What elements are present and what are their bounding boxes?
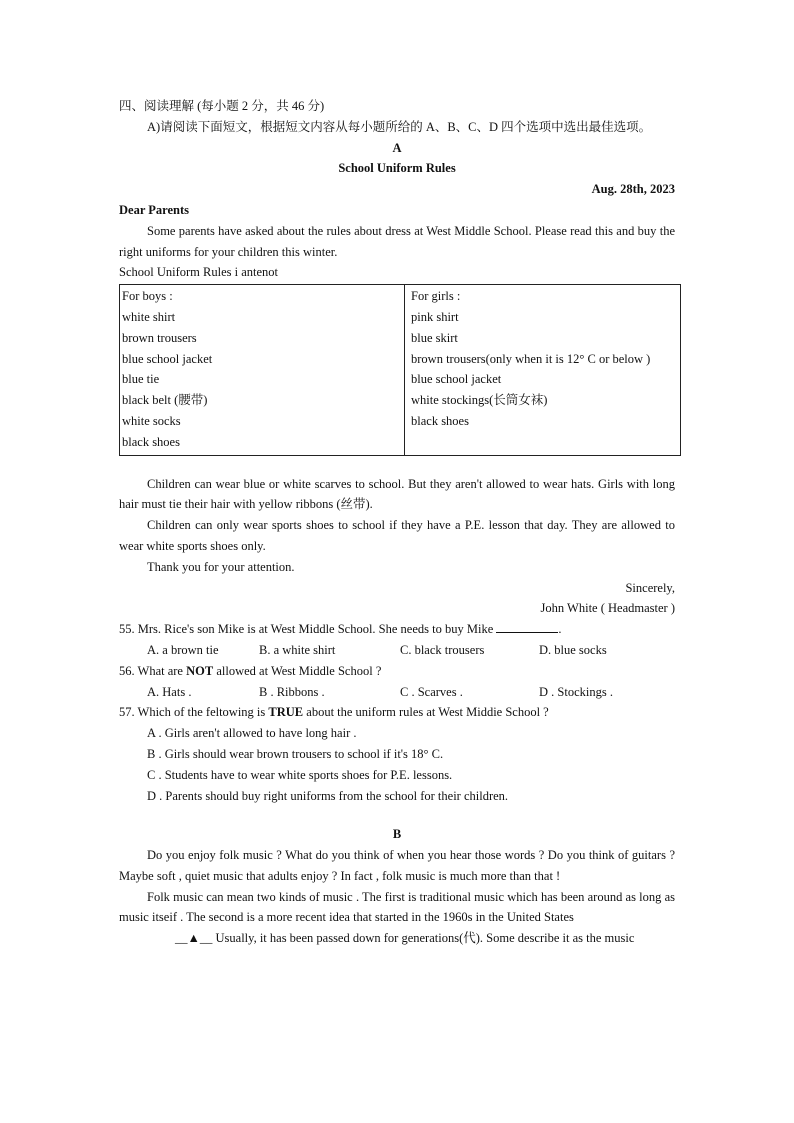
- option-b[interactable]: B . Girls should wear brown trousers to school if it's 18° C.: [147, 746, 444, 761]
- boys-column: [120, 285, 405, 455]
- option-d[interactable]: D . Parents should buy right uniforms from the school for their children.: [147, 788, 509, 803]
- signature: John White ( Headmaster ): [540, 601, 675, 616]
- boys-item: black belt (腰带): [122, 393, 208, 408]
- question-55: [119, 619, 675, 640]
- question-56-options: [119, 682, 675, 703]
- option-c[interactable]: C . Scarves .: [400, 684, 463, 699]
- girls-item: blue school jacket: [411, 372, 502, 387]
- option-c[interactable]: C. black trousers: [400, 642, 485, 657]
- exam-page: [119, 96, 675, 949]
- boys-item: brown trousers: [122, 330, 197, 345]
- question-stem-end: about the uniform rules at West Middie School ?: [303, 705, 549, 720]
- passage-b-paragraph-3: [119, 928, 675, 949]
- table-caption: School Uniform Rules i antenot: [119, 265, 279, 280]
- option-b[interactable]: B . Ribbons .: [259, 684, 325, 699]
- girls-item: blue skirt: [411, 330, 458, 345]
- passage-b-paragraph-2: Folk music can mean two kinds of music . The first is traditional music which has been around as long as music itseif . The second is a more recent idea that started in the 1960s in the United States: [119, 889, 675, 925]
- question-56: [119, 661, 675, 682]
- question-stem-end: .: [558, 622, 562, 637]
- girls-item: black shoes: [411, 413, 469, 428]
- intro-paragraph: Some parents have asked about the rules about dress at West Middle School. Please read this and buy the right uniforms for your children this winter.: [119, 223, 675, 259]
- girls-item: brown trousers(only when it is 12° C or below ): [411, 351, 651, 366]
- option-d[interactable]: D. blue socks: [539, 642, 607, 657]
- thanks-line: Thank you for your attention.: [147, 559, 295, 574]
- answer-blank: [496, 620, 558, 633]
- question-stem: 56. What are: [119, 663, 187, 678]
- question-emphasis: NOT: [186, 663, 214, 678]
- boys-item: white socks: [122, 413, 181, 428]
- option-a[interactable]: A. a brown tie: [147, 642, 219, 657]
- question-stem-end: allowed at West Middle School ?: [213, 663, 382, 678]
- question-55-options: [119, 640, 675, 661]
- question-57: [119, 702, 675, 723]
- uniform-rules-table: [119, 284, 681, 455]
- boys-item: white shirt: [122, 309, 176, 324]
- triangle-blank-marker: __▲__: [175, 931, 213, 946]
- option-d[interactable]: D . Stockings .: [539, 684, 613, 699]
- passage-b-paragraph-3-text: Usually, it has been passed down for generations(代). Some describe it as the music: [212, 931, 635, 946]
- boys-item: black shoes: [122, 434, 180, 449]
- question-stem: 57. Which of the feltowing is: [119, 705, 269, 720]
- question-stem: 55. Mrs. Rice's son Mike is at West Middle School. She needs to buy Mike: [119, 622, 494, 637]
- rules-paragraph-1: Children can wear blue or white scarves to school. But they aren't allowed to wear hats. Girls with long hair must tie their hair with yellow ribbons (丝带).: [119, 476, 675, 512]
- passage-a-title: School Uniform Rules: [338, 161, 456, 176]
- girls-column: [405, 285, 681, 455]
- girls-item: pink shirt: [411, 309, 459, 324]
- girls-item: white stockings(长筒女袜): [411, 393, 548, 408]
- boys-item: blue tie: [122, 372, 160, 387]
- option-c[interactable]: C . Students have to wear white sports shoes for P.E. lessons.: [147, 767, 453, 782]
- boys-header: For boys :: [122, 289, 173, 304]
- section-heading: 四、阅读理解 (每小题 2 分，共 46 分): [119, 99, 325, 113]
- option-a[interactable]: A. Hats .: [147, 684, 192, 699]
- rules-paragraph-2: Children can only wear sports shoes to school if they have a P.E. lesson that day. They are allowed to wear white sports shoes only.: [119, 518, 675, 553]
- salutation: Dear Parents: [119, 202, 190, 217]
- letter-date: Aug. 28th, 2023: [591, 182, 675, 197]
- passage-b-letter: B: [392, 827, 402, 842]
- option-b[interactable]: B. a white shirt: [259, 642, 336, 657]
- girls-header: For girls :: [411, 289, 461, 304]
- closing: Sincerely,: [625, 580, 675, 595]
- instruction: A)请阅读下面短文，根据短文内容从每小题所给的 A、B、C、D 四个选项中选出最佳选项。: [147, 119, 652, 134]
- option-a[interactable]: A . Girls aren't allowed to have long hair .: [147, 726, 357, 741]
- passage-b-paragraph-1: Do you enjoy folk music ? What do you think of when you hear those words ? Do you think of guitars ? Maybe soft , quiet music that adults enjoy ? In fact , folk music is much more than that !: [119, 848, 675, 883]
- question-emphasis: TRUE: [268, 705, 304, 720]
- passage-a-letter: A: [392, 140, 402, 155]
- boys-item: blue school jacket: [122, 351, 213, 366]
